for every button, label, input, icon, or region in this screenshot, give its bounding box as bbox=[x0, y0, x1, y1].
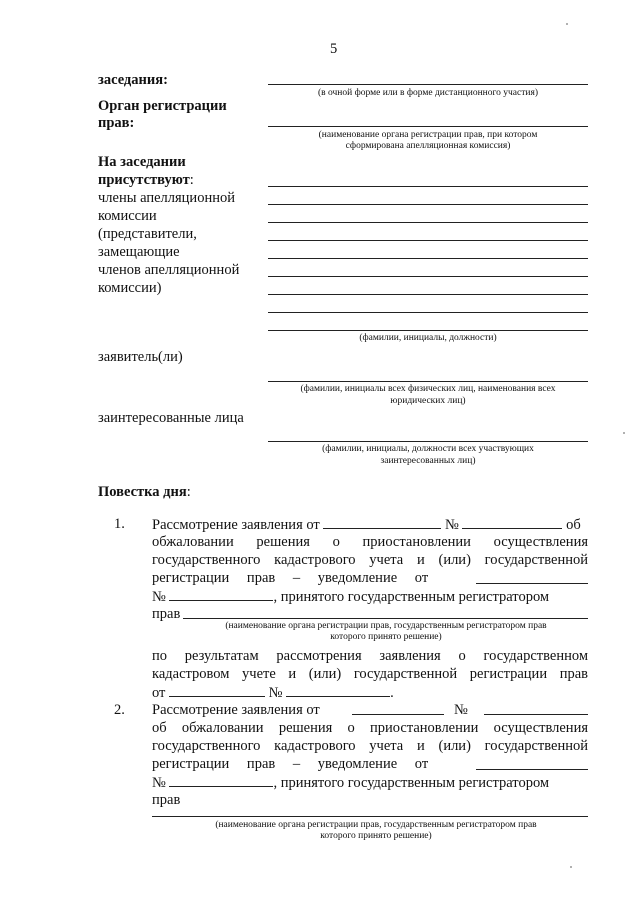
registrar-caption-2: сформирована апелляционная комиссия) bbox=[345, 141, 511, 151]
item1-l9c: . bbox=[390, 685, 394, 701]
item1-line-6: прав bbox=[152, 606, 181, 622]
item2-line-1 bbox=[152, 701, 320, 719]
members-line-6 bbox=[268, 276, 588, 277]
attendance-title-2 bbox=[98, 171, 194, 189]
members-label-4: замещающие bbox=[98, 244, 180, 260]
attendance-title-2-text: присутствуют bbox=[98, 172, 190, 188]
members-label-2: комиссии bbox=[98, 208, 157, 224]
item1-registrar-blank bbox=[183, 618, 588, 619]
applicant-label: заявитель(ли) bbox=[98, 349, 183, 365]
applicant-caption-1: (фамилии, инициалы всех физических лиц, наименования всех bbox=[300, 384, 556, 394]
item2-line-2: об обжаловании решения о приостановлении осуществления bbox=[152, 720, 588, 736]
agenda-item-1-number: 1. bbox=[114, 516, 125, 532]
members-line-3 bbox=[268, 222, 588, 223]
item1-l5a: № bbox=[152, 589, 166, 605]
item1-date-blank bbox=[323, 515, 441, 529]
agenda-title bbox=[98, 483, 191, 501]
members-label-1: члены апелляционной bbox=[98, 190, 235, 206]
item2-line-4 bbox=[152, 755, 428, 773]
meeting-label: заседания: bbox=[98, 72, 168, 88]
members-line-7 bbox=[268, 294, 588, 295]
registrar-label-line-2: прав: bbox=[98, 115, 135, 131]
item2-l4a: регистрации прав – уведомление от bbox=[152, 756, 429, 772]
item2-notice-number-blank bbox=[169, 773, 273, 787]
interested-line bbox=[268, 441, 588, 442]
item1-l9b: № bbox=[268, 685, 283, 701]
page-number: 5 bbox=[330, 41, 338, 57]
item1-l1c: об bbox=[566, 517, 581, 533]
item1-request-number-blank bbox=[286, 683, 390, 697]
item1-line-3: государственного кадастрового учета и (или) государственной bbox=[152, 552, 588, 568]
item1-number-blank bbox=[462, 515, 562, 529]
scan-speck bbox=[623, 432, 625, 434]
members-label-5: членов апелляционной bbox=[98, 262, 240, 278]
item2-registrar-blank bbox=[152, 816, 588, 817]
item1-l5b: , принятого государственным регистратором bbox=[273, 589, 550, 605]
members-label-3: (представители, bbox=[98, 226, 197, 242]
item1-notice-number-blank bbox=[169, 587, 273, 601]
scan-speck bbox=[566, 23, 568, 25]
item1-line-4 bbox=[152, 569, 588, 587]
scan-speck bbox=[570, 866, 572, 868]
registrar-line bbox=[268, 126, 588, 127]
item2-l5a: № bbox=[152, 775, 166, 791]
item1-l4a: регистрации прав – уведомление от bbox=[152, 570, 429, 586]
attendance-title-colon: : bbox=[189, 172, 194, 188]
members-line-1 bbox=[268, 186, 588, 187]
interested-caption-1: (фамилии, инициалы, должности всех участвующих bbox=[322, 444, 534, 454]
item2-caption-2: которого принято решение) bbox=[320, 831, 432, 841]
item1-line-9 bbox=[152, 683, 394, 702]
item2-line-6: прав bbox=[152, 792, 181, 808]
item2-l1b: № bbox=[454, 702, 468, 718]
item2-number-blank bbox=[484, 714, 588, 715]
item1-caption-1: (наименование органа регистрации прав, государственным регистратором прав bbox=[225, 621, 547, 631]
agenda-title-colon: : bbox=[186, 484, 191, 500]
members-line-5 bbox=[268, 258, 588, 259]
interested-label: заинтересованные лица bbox=[98, 410, 244, 426]
item2-date-blank bbox=[352, 714, 444, 715]
item1-l9a: от bbox=[152, 685, 166, 701]
item2-notice-date-blank bbox=[476, 769, 588, 770]
applicant-caption-2: юридических лиц) bbox=[390, 396, 466, 406]
applicant-line bbox=[268, 381, 588, 382]
item2-l5b: , принятого государственным регистратором bbox=[273, 775, 550, 791]
registrar-caption-1: (наименование органа регистрации прав, при котором bbox=[318, 130, 538, 140]
item1-l1b: № bbox=[445, 517, 459, 533]
interested-caption-2: заинтересованных лиц) bbox=[380, 456, 476, 466]
members-line-9 bbox=[268, 330, 588, 331]
item2-line-3: государственного кадастрового учета и (или) государственной bbox=[152, 738, 588, 754]
item2-caption-1: (наименование органа регистрации прав, государственным регистратором прав bbox=[215, 820, 537, 830]
item1-line-7: по результатам рассмотрения заявления о государственном bbox=[152, 648, 588, 664]
attendance-title-1: На заседании bbox=[98, 154, 186, 170]
meeting-form-line bbox=[268, 84, 588, 85]
item2-l1a: Рассмотрение заявления от bbox=[152, 702, 320, 718]
item2-line-5 bbox=[152, 773, 549, 792]
item1-caption-2: которого принято решение) bbox=[330, 632, 442, 642]
members-line-2 bbox=[268, 204, 588, 205]
item1-line-5 bbox=[152, 587, 549, 606]
members-caption: (фамилии, инициалы, должности) bbox=[359, 333, 497, 343]
item1-notice-date-blank bbox=[476, 583, 588, 584]
item1-line-8: кадастровом учете и (или) государственной регистрации прав bbox=[152, 666, 588, 682]
item1-line-2: обжаловании решения о приостановлении осуществления bbox=[152, 534, 588, 550]
item1-line-1 bbox=[152, 515, 581, 534]
agenda-item-2-number: 2. bbox=[114, 702, 125, 718]
members-line-4 bbox=[268, 240, 588, 241]
members-label-6: комиссии) bbox=[98, 280, 162, 296]
registrar-label-line-1: Орган регистрации bbox=[98, 98, 227, 114]
members-line-8 bbox=[268, 312, 588, 313]
item1-request-date-blank bbox=[169, 683, 265, 697]
item1-l1a: Рассмотрение заявления от bbox=[152, 517, 320, 533]
meeting-caption: (в очной форме или в форме дистанционного участия) bbox=[317, 88, 539, 98]
agenda-title-text: Повестка дня bbox=[98, 484, 187, 500]
